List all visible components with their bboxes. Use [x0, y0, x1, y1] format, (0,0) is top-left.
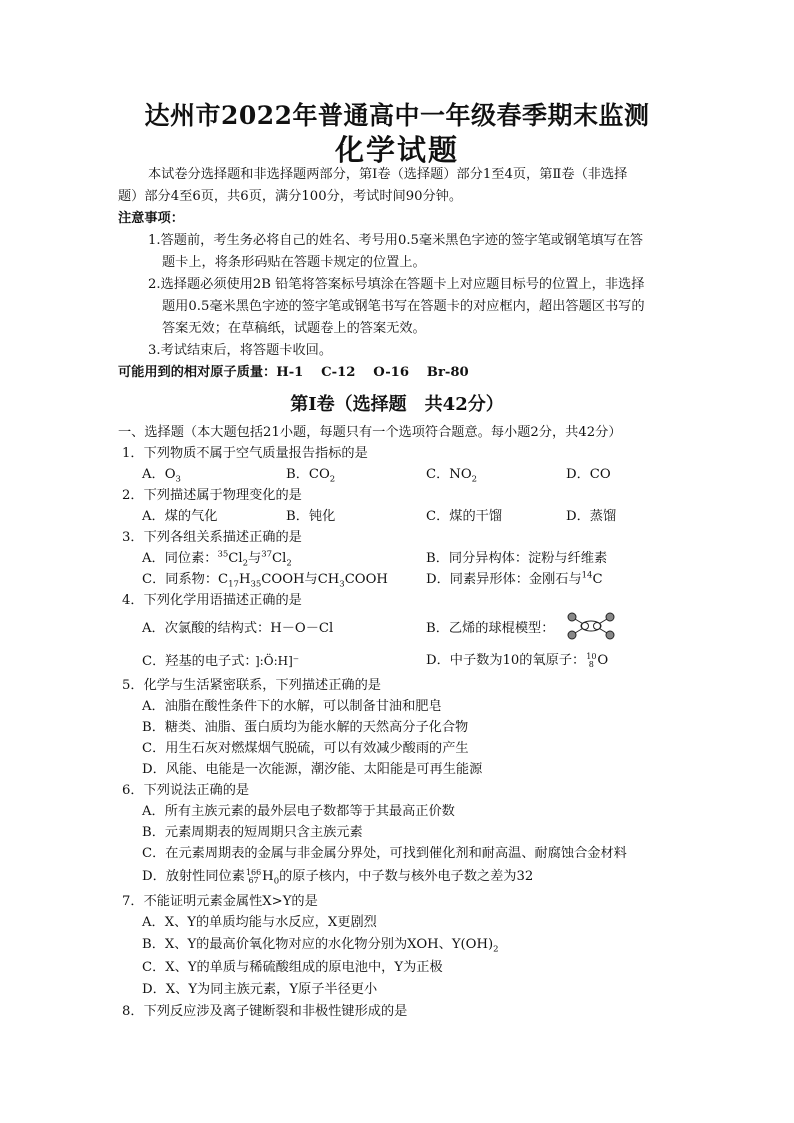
- q1-option-a: A．$O_3$: [142, 467, 181, 485]
- q5-option-b: B．糖类、油脂、蛋白质均为能水解的天然高分子化合物: [142, 720, 469, 735]
- q6-stem: 6．下列说法正确的是: [122, 783, 250, 798]
- q6-option-b: B．元素周期表的短周期只含主族元素: [142, 825, 363, 840]
- notice-2c: 答案无效；在草稿纸，试题卷上的答案无效。: [162, 321, 426, 336]
- q5-stem: 5．化学与生活紧密联系，下列描述正确的是: [122, 678, 381, 693]
- q3-option-c: C．同系物：$C_{17}H_{35}COOH$与$CH_3COOH$: [142, 572, 388, 590]
- notice-heading: 注意事项：: [118, 211, 184, 226]
- q1-stem: 1．下列物质不属于空气质量报告指标的是: [122, 446, 368, 461]
- q8-stem: 8．下列反应涉及离子键断裂和非极性键形成的是: [122, 1004, 408, 1019]
- q1-option-c: C．$NO_2$: [426, 467, 478, 485]
- q1-option-b: B．$CO_2$: [286, 467, 336, 485]
- q6-option-d: D．放射性同位素166 67 $H_0$的原子核内，中子数与核外电子数之差为32: [142, 867, 534, 887]
- q2-stem: 2．下列描述属于物理变化的是: [122, 488, 302, 503]
- atomic-mass-line: 可能用到的相对原子质量：H-1 C-12 O-16 Br-80: [118, 365, 469, 380]
- q5-option-a: A．油脂在酸性条件下的水解，可以制备甘油和肥皂: [142, 699, 442, 714]
- q4-option-c: C．羟基的电子式： ]:Ö:H]⁻: [142, 654, 300, 669]
- q4-stem: 4．下列化学用语描述正确的是: [122, 593, 302, 608]
- q7-option-d: D．X、Y为同主族元素，Y原子半径更小: [142, 982, 378, 997]
- q3-option-a: A．同位素：$^{35}Cl_2$与$^{37}Cl_2$: [142, 549, 292, 569]
- hydroxyl-electron-formula: ]:Ö:H]⁻: [255, 654, 300, 668]
- q5-option-d: D．风能、电能是一次能源，潮汐能、太阳能是可再生能源: [142, 762, 483, 777]
- q2-option-c: C．煤的干馏: [426, 509, 503, 524]
- q4-option-b: B．乙烯的球棍模型：: [426, 621, 555, 636]
- notice-2a: 2.选择题必须使用2B 铅笔将答案标号填涂在答题卡上对应题目标号的位置上，非选择: [148, 277, 645, 292]
- subject-title: 化学试题: [334, 133, 459, 167]
- q1-option-d: D．CO: [566, 467, 611, 482]
- notice-1a: 1.答题前，考生务必将自己的姓名、考号用0.5毫米黑色字迹的签字笔或钢笔填写在答: [148, 233, 644, 248]
- q7-option-b: B．X、Y的最高价氧化物对应的水化物分别为XOH、$Y(OH)_2$: [142, 937, 499, 955]
- intro-line-2: 题）部分4至6页，共6页，满分100分，考试时间90分钟。: [118, 189, 463, 204]
- q7-stem: 7．不能证明元素金属性X>Y的是: [122, 894, 318, 909]
- q7-option-a: A．X、Y的单质均能与水反应，X更剧烈: [142, 915, 377, 930]
- exam-title: 达州市2022年普通高中一年级春季期末监测: [144, 101, 650, 130]
- q2-option-a: A．煤的气化: [142, 509, 218, 524]
- section-1-desc: 一、选择题（本大题包括21小题，每题只有一个选项符合题意。每小题2分，共42分）: [118, 425, 622, 440]
- ethylene-ball-stick-model: [563, 610, 619, 642]
- q5-option-c: C．用生石灰对燃煤烟气脱硫，可以有效减少酸雨的产生: [142, 741, 469, 756]
- q6-option-a: A．所有主族元素的最外层电子数都等于其最高正价数: [142, 804, 455, 819]
- q2-option-d: D．蒸馏: [566, 509, 617, 524]
- notice-2b: 题用0.5毫米黑色字迹的签字笔或钢笔书写在答题卡的对应框内，超出答题区书写的: [162, 299, 645, 314]
- q3-option-d: D．同素异形体：金刚石与$^{14}$C: [426, 570, 603, 587]
- q3-stem: 3．下列各组关系描述正确的是: [122, 530, 302, 545]
- q3-option-b: B．同分异构体：淀粉与纤维素: [426, 551, 608, 566]
- q4-option-d: D．中子数为10的氧原子：10 8 O: [426, 651, 609, 669]
- q4-option-a: A．次氯酸的结构式：H－O－Cl: [142, 621, 334, 636]
- intro-line-1: 本试卷分选择题和非选择题两部分，第Ⅰ卷（选择题）部分1至4页，第Ⅱ卷（非选择: [148, 167, 628, 182]
- notice-3: 3.考试结束后，将答题卡收回。: [148, 343, 333, 358]
- q7-option-c: C．X、Y的单质与稀硫酸组成的原电池中，Y为正极: [142, 960, 443, 975]
- q2-option-b: B．钝化: [286, 509, 336, 524]
- q6-option-c: C．在元素周期表的金属与非金属分界处，可找到催化剂和耐高温、耐腐蚀合金材料: [142, 846, 627, 861]
- notice-1b: 题卡上，将条形码贴在答题卡规定的位置上。: [162, 255, 426, 270]
- section-1-title: 第Ⅰ卷（选择题 共42分）: [290, 394, 504, 415]
